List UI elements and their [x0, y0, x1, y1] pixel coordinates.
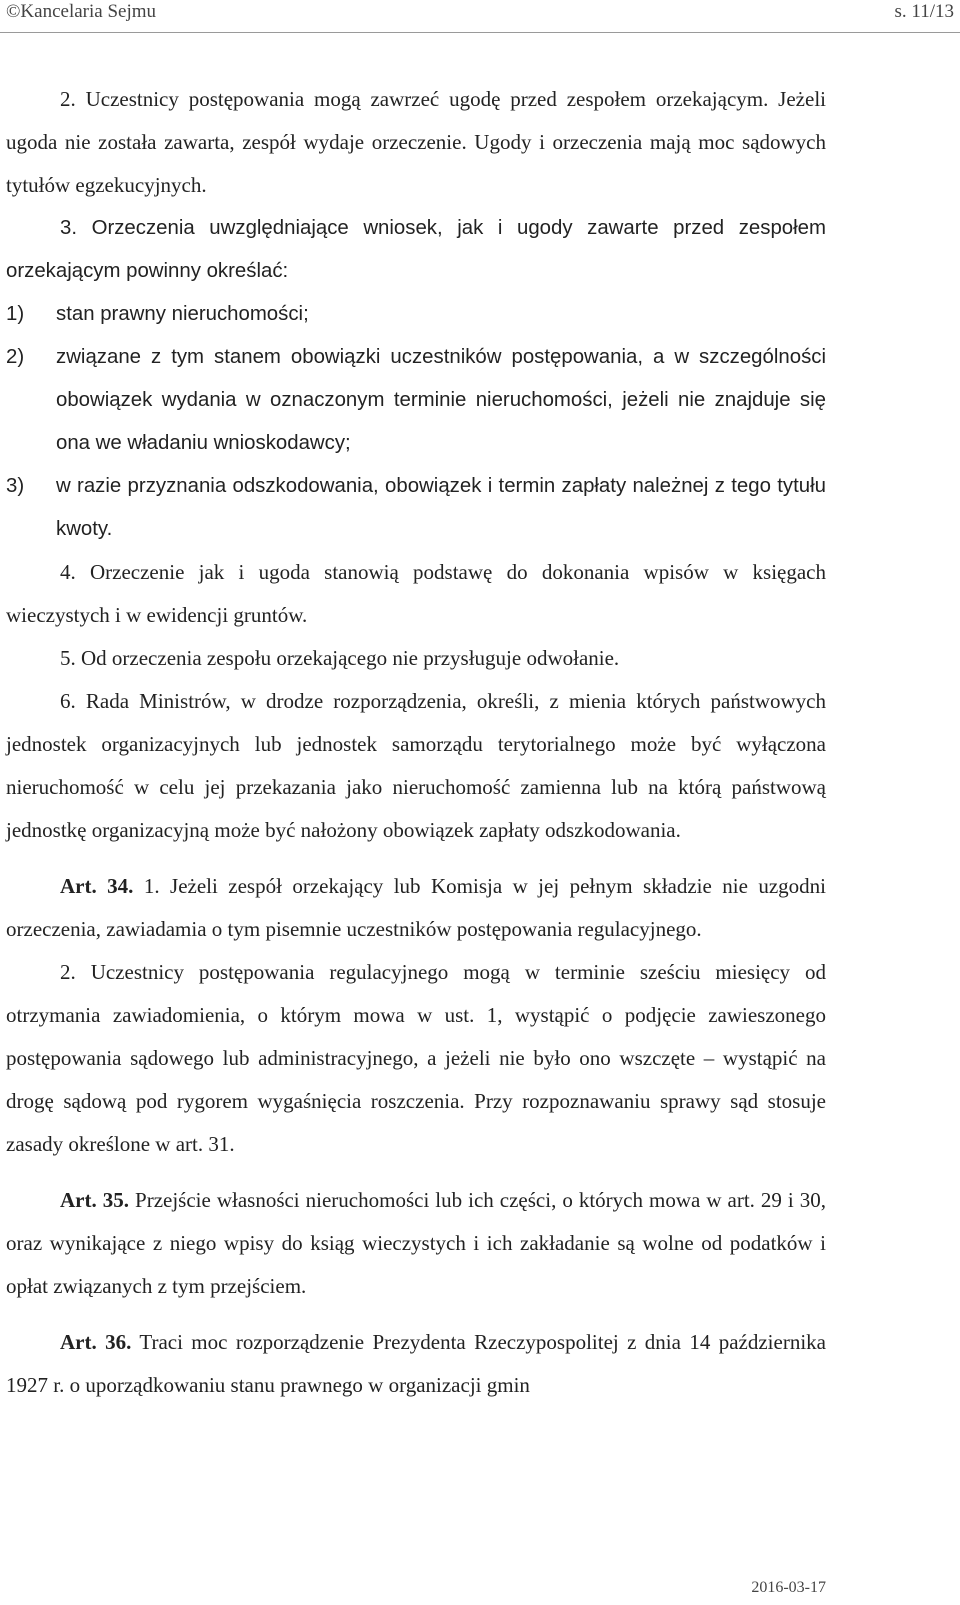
article-36-label: Art. 36.: [60, 1330, 132, 1354]
list-item-text: stan prawny nieruchomości;: [56, 303, 309, 325]
list-item-number: 2): [6, 346, 25, 368]
article-34-text: 1. Jeżeli zespół orzekający lub Komisja w jej pełnym składzie nie uzgodni orzeczenia, zawiadamia o tym pisemnie uczestników postępowania regulacyjnego.: [6, 874, 827, 941]
list-item-text: związane z tym stanem obowiązki uczestników postępowania, a w szczególności obowiązek wydania w oznaczonym terminie nieruchomości, jeżeli nie znajduje się ona we władaniu wnioskodawcy;: [56, 346, 826, 454]
paragraph-6: 6. Rada Ministrów, w drodze rozporządzenia, określi, z mienia których państwowych jednostek organizacyjnych lub jednostek samorządu terytorialnego może być wyłączona nieruchomość w celu jej przekazania jako nieruchomość zamienna lub na którą państwową jednostkę organizacyjną może być nałożony obowiązek zapłaty odszkodowania.: [6, 689, 826, 842]
paragraph-2: 2. Uczestnicy postępowania mogą zawrzeć ugodę przed zespołem orzekającym. Jeżeli ugoda nie została zawarta, zespół wydaje orzeczenie. Ugody i orzeczenia mają moc sądowych tytułów egzekucyjnych.: [6, 87, 826, 197]
paragraph-4: 4. Orzeczenie jak i ugoda stanowią podstawę do dokonania wpisów w księgach wieczystych i w ewidencji gruntów.: [6, 560, 826, 627]
list-item-number: 3): [6, 475, 25, 497]
list-item: [6, 293, 826, 336]
page-header: [0, 0, 960, 33]
list-item-text: w razie przyznania odszkodowania, obowiązek i termin zapłaty należnej z tego tytułu kwoty.: [56, 475, 826, 540]
article-34-paragraph-1: [6, 865, 826, 951]
list-item-number: 1): [6, 303, 25, 325]
publisher-label: ©Kancelaria Sejmu: [6, 1, 157, 22]
article-36: [6, 1321, 826, 1407]
paragraph-3: 3. Orzeczenia uwzględniające wniosek, jak i ugody zawarte przed zespołem orzekającym powinny określać:: [6, 217, 826, 282]
paragraph-5: 5. Od orzeczenia zespołu orzekającego nie przysługuje odwołanie.: [60, 646, 620, 670]
article-35-text: Przejście własności nieruchomości lub ich części, o których mowa w art. 29 i 30, oraz wynikające z niego wpisy do ksiąg wieczystych i ich zakładanie są wolne od podatków i opłat związanych z tym przejściem.: [6, 1188, 827, 1298]
article-35-label: Art. 35.: [60, 1188, 129, 1212]
article-34-label: Art. 34.: [60, 874, 134, 898]
article-35: [6, 1179, 826, 1308]
document-date: 2016-03-17: [751, 1579, 826, 1596]
list-item: [6, 465, 826, 551]
document-body: [6, 78, 826, 1407]
article-34-paragraph-2: 2. Uczestnicy postępowania regulacyjnego mogą w terminie sześciu miesięcy od otrzymania zawiadomienia, o którym mowa w ust. 1, wystąpić o podjęcie zawieszonego postępowania sądowego lub administracyjnego, a jeżeli nie było ono wszczęte – wystąpić na drogę sądową pod rygorem wygaśnięcia roszczenia. Przy rozpoznawaniu sprawy sąd stosuje zasady określone w art. 31.: [6, 960, 826, 1156]
article-36-text: Traci moc rozporządzenie Prezydenta Rzeczypospolitej z dnia 14 października 1927 r. o uporządkowaniu stanu prawnego w organizacji gmin: [6, 1330, 826, 1397]
list-item: [6, 336, 826, 465]
page-number: s. 11/13: [894, 1, 954, 22]
